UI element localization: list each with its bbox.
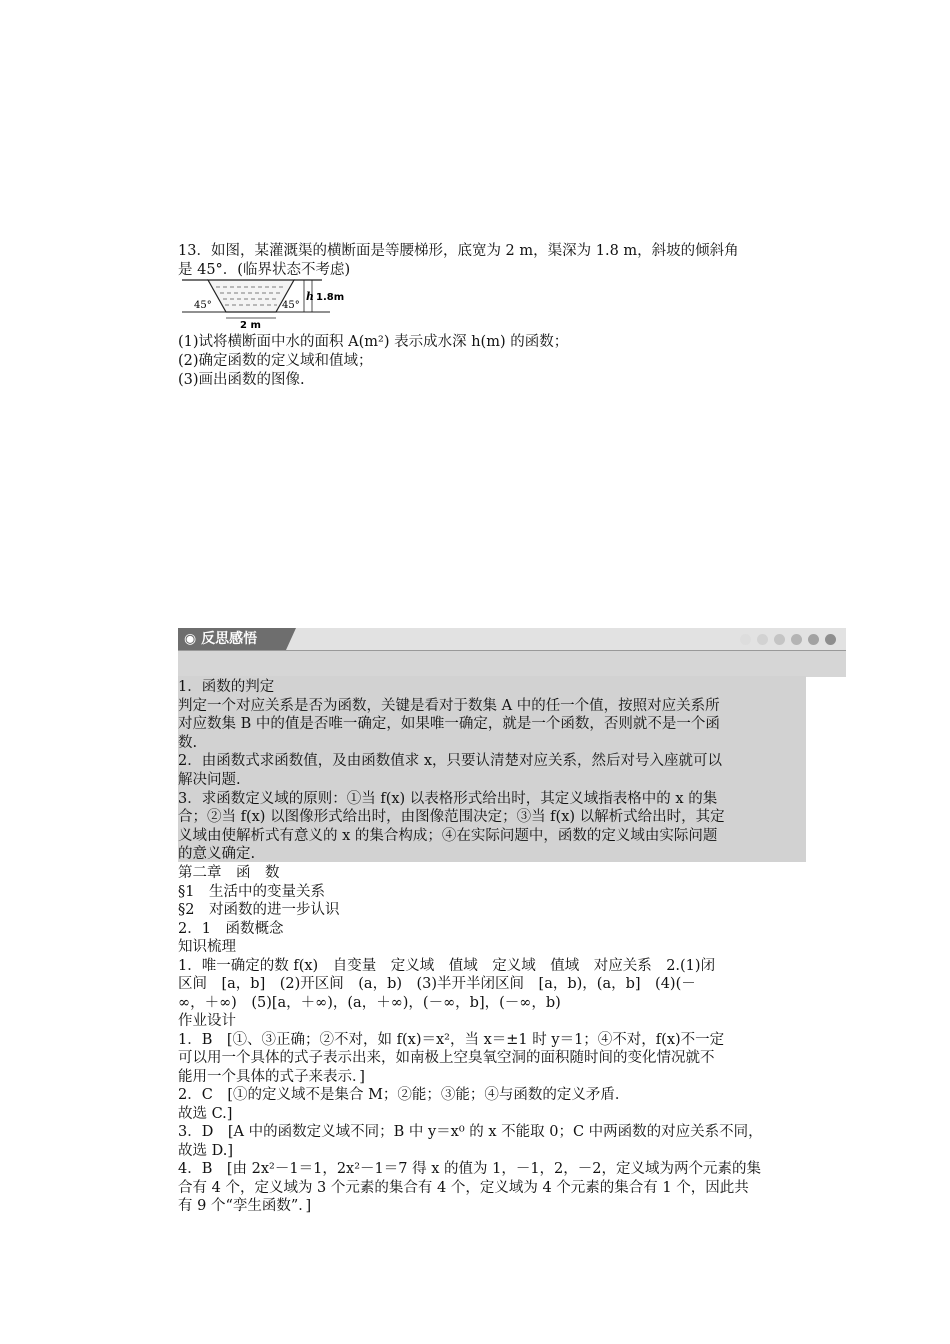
answer-line: 故选 D.] xyxy=(178,1142,233,1159)
reflection-banner xyxy=(178,628,846,676)
answer-line: 2．C [①的定义域不是集合 M；②能；③能；④与函数的定义矛盾． xyxy=(178,1087,630,1103)
answer-line: 知识梳理 xyxy=(178,939,236,955)
angle-left-label: 45° xyxy=(194,300,212,311)
reflection-line: 对应数集 B 中的值是否唯一确定，如果唯一确定，就是一个函数，否则就不是一个函 xyxy=(178,716,720,733)
angle-right-label: 45° xyxy=(282,300,300,311)
answer-line: §2 对函数的进一步认识 xyxy=(178,902,340,918)
reflection-line: 解决问题. xyxy=(178,772,241,788)
answer-line: 1．B [①、③正确；②不对，如 f(x)＝x²，当 x＝±1 时 y＝1；④不对，f(x)不一定 xyxy=(178,1031,725,1048)
bottom-width-label: 2 m xyxy=(240,320,261,331)
banner-dot xyxy=(808,634,819,645)
reflection-line: 义域由使解析式有意义的 x 的集合构成；④在实际问题中，函数的定义域由实际问题 xyxy=(178,827,718,844)
problem-text-line: 是 45°．(临界状态不考虑) xyxy=(178,262,351,278)
answer-line: 可以用一个具体的式子表示出来，如南极上空臭氧空洞的面积随时间的变化情况就不 xyxy=(178,1050,715,1066)
banner-dot xyxy=(825,634,836,645)
banner-dots xyxy=(734,633,836,649)
problem-text-line: 13．如图，某灌溉渠的横断面是等腰梯形，底宽为 2 m，渠深为 1.8 m，斜坡的倾斜角 xyxy=(178,243,739,259)
banner-underlay xyxy=(178,650,846,677)
reflection-line: 3．求函数定义域的原则：①当 f(x) 以表格形式给出时，其定义域指表格中的 x 的集 xyxy=(178,790,718,807)
banner-title: ◉ 反思感悟 xyxy=(178,628,286,650)
answer-line: §1 生活中的变量关系 xyxy=(178,883,325,900)
reflection-line: 的意义确定. xyxy=(178,846,256,863)
answer-line: 有 9 个“孪生函数”．] xyxy=(178,1198,312,1214)
answer-line: 1．唯一确定的数 f(x) 自变量 定义域 值域 定义域 值域 对应关系 2.(1)闭 xyxy=(178,957,716,974)
reflection-line: 判定一个对应关系是否为函数，关键是看对于数集 A 中的任一个值，按照对应关系所 xyxy=(178,697,720,714)
reflection-line: 数. xyxy=(178,734,198,751)
h-label: h xyxy=(306,290,314,303)
depth-label: 1.8m xyxy=(316,292,345,303)
reflection-line: 合；②当 f(x) 以图像形式给出时，由图像范围决定；③当 f(x) 以解析式给出时，其定 xyxy=(178,809,725,826)
answer-line: 第二章 函 数 xyxy=(178,865,280,881)
answer-line: 作业设计 xyxy=(178,1013,236,1029)
answer-line: ∞，＋∞) (5)[a，＋∞)，(a，＋∞)，(－∞，b]，(－∞，b) xyxy=(178,994,561,1011)
canal-cross-section-diagram xyxy=(180,278,345,332)
answer-line: 合有 4 个，定义域为 3 个元素的集合有 4 个，定义域为 4 个元素的集合有 1 个，因此共 xyxy=(178,1179,749,1196)
answer-line: 故选 C.] xyxy=(178,1105,233,1122)
banner-dot xyxy=(740,634,751,645)
question-line: (3)画出函数的图像. xyxy=(178,372,305,388)
banner-dot xyxy=(757,634,768,645)
reflection-line: 2．由函数式求函数值，及由函数值求 x，只要认清楚对应关系，然后对号入座就可以 xyxy=(178,753,723,770)
banner-dot xyxy=(791,634,802,645)
answer-line: 能用一个具体的式子来表示．] xyxy=(178,1068,365,1085)
answer-line: 3．D [A 中的函数定义域不同；B 中 y＝x⁰ 的 x 不能取 0；C 中两函数的对应关系不同， xyxy=(178,1124,763,1140)
reflection-line: 1．函数的判定 xyxy=(178,679,275,695)
answer-line: 2．1 函数概念 xyxy=(178,920,284,937)
answer-line: 4．B [由 2x²－1＝1，2x²－1＝7 得 x 的值为 1，－1，2，－2，定义域为两个元素的集 xyxy=(178,1161,761,1177)
answer-line: 区间 [a，b] (2)开区间 (a，b) (3)半开半闭区间 [a，b)，(a，b] (4)(－ xyxy=(178,976,696,992)
question-line: (2)确定函数的定义域和值域； xyxy=(178,353,373,369)
banner-dot xyxy=(774,634,785,645)
question-line: (1)试将横断面中水的面积 A(m²) 表示成水深 h(m) 的函数； xyxy=(178,334,569,350)
